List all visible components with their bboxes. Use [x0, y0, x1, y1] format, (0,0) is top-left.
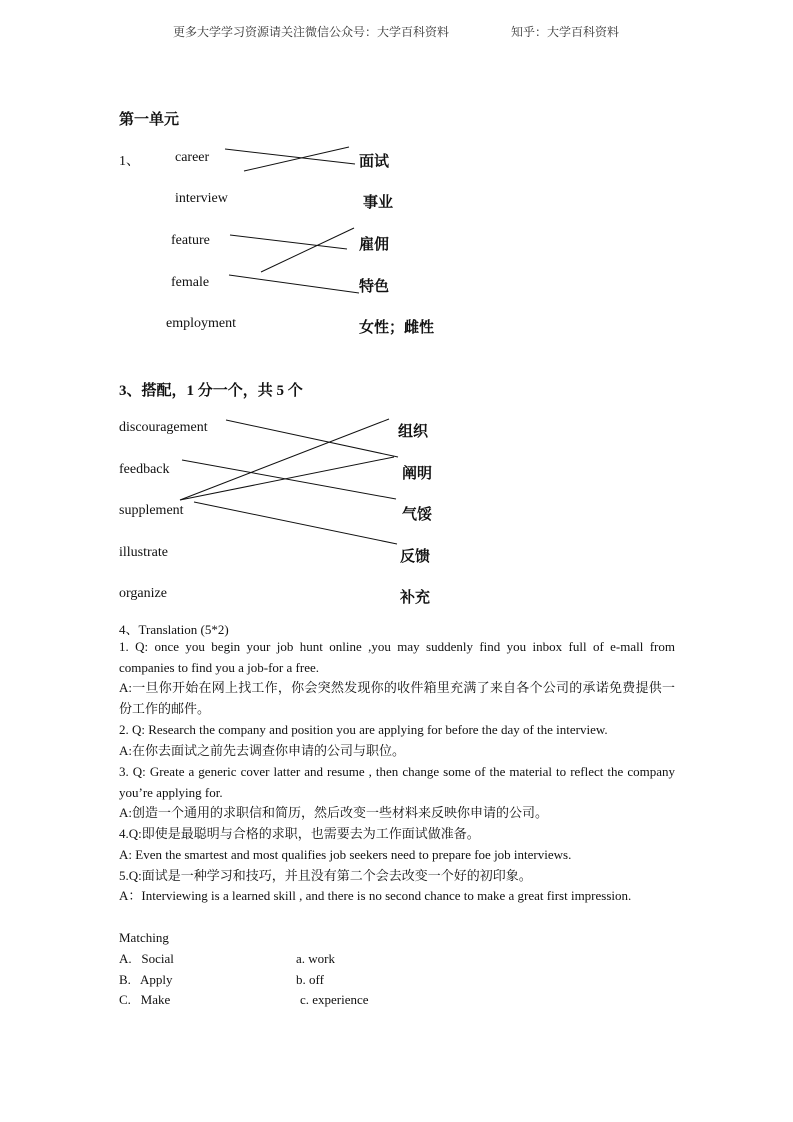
q3-text: 3. Q: Greate a generic cover latter and resume , then change some of the material to reflect the company you’re applying for.: [119, 764, 675, 800]
section3-title: 3、搭配，1 分一个，共 5 个: [119, 383, 303, 399]
a2-text: A:在你去面试之前先去调查你申请的公司与职位。: [119, 743, 406, 758]
a4-text: A: Even the smartest and most qualifies job seekers need to prepare foe job interviews.: [119, 847, 572, 862]
a3-text: A:创造一个通用的求职信和简历，然后改变一些材料来反映你申请的公司。: [119, 805, 549, 820]
s3-en-feedback: feedback: [119, 462, 170, 477]
s1-line-career-shiye: [225, 149, 355, 164]
s1-zh-3: 特色: [359, 279, 390, 295]
s1-zh-0: 面试: [359, 154, 390, 170]
s1-line-feature-tese: [230, 235, 347, 249]
s3-zh-0: 组织: [398, 424, 429, 440]
s1-zh-2: 雇佣: [359, 237, 390, 253]
s1-zh-1: 事业: [363, 195, 394, 211]
s1-en-career: career: [175, 150, 210, 165]
s3-zh-3: 反馈: [400, 549, 431, 565]
s3-line-supplement-a: [180, 419, 389, 500]
matching-left-c: C. Make: [119, 992, 171, 1007]
s1-line-interview-mianshi: [244, 147, 349, 171]
a1-text: A:一旦你开始在网上找工作，你会突然发现你的收件箱里充满了来自各个公司的承诺免费提供一份工作的邮件。: [119, 680, 675, 716]
q5-text: 5.Q:面试是一种学习和技巧，并且没有第二个会去改变一个好的初印象。: [119, 868, 532, 883]
q2-text: 2. Q: Research the company and position you are applying for before the day of the interview.: [119, 722, 608, 737]
s1-line-employment-guyong: [261, 228, 354, 272]
header-right: 知乎：大学百科资料: [511, 25, 620, 39]
matching-title: Matching: [119, 930, 169, 945]
q1-text: 1. Q: once you begin your job hunt online ,you may suddenly find you inbox full of e-mall from companies to find you a job-for a free.: [119, 639, 675, 675]
matching-left-b: B. Apply: [119, 972, 173, 987]
s1-en-feature: feature: [171, 233, 210, 248]
s1-line-female-nvxing: [229, 275, 359, 293]
matching-left-a: A. Social: [119, 951, 174, 966]
s3-en-illustrate: illustrate: [119, 545, 168, 560]
header-left: 更多大学学习资源请关注微信公众号：大学百科资料: [173, 25, 450, 39]
matching-right-c: c. experience: [300, 992, 369, 1007]
s3-zh-1: 阐明: [402, 466, 433, 482]
s3-en-discouragement: discouragement: [119, 420, 208, 435]
section4-title: 4、Translation (5*2): [119, 622, 229, 637]
s3-en-supplement: supplement: [119, 503, 184, 518]
s3-line-supplement-b: [180, 457, 394, 500]
s3-zh-4: 补充: [400, 590, 431, 606]
q4-text: 4.Q:即使是最聪明与合格的求职，也需要去为工作面试做准备。: [119, 826, 480, 841]
s1-zh-4: 女性；雌性: [359, 320, 435, 336]
matching-right-a: a. work: [296, 951, 335, 966]
unit-title: 第一单元: [119, 112, 180, 128]
s3-zh-2: 气馁: [402, 507, 433, 523]
s1-en-female: female: [171, 275, 210, 290]
section1-number: 1、: [119, 154, 140, 169]
matching-right-b: b. off: [296, 972, 324, 987]
a5-text: A：Interviewing is a learned skill , and there is no second chance to make a great first impression.: [119, 888, 632, 903]
s1-en-employment: employment: [166, 316, 236, 331]
s3-en-organize: organize: [119, 586, 167, 601]
s3-line-supplement-c: [194, 502, 397, 544]
s1-en-interview: interview: [175, 191, 228, 206]
